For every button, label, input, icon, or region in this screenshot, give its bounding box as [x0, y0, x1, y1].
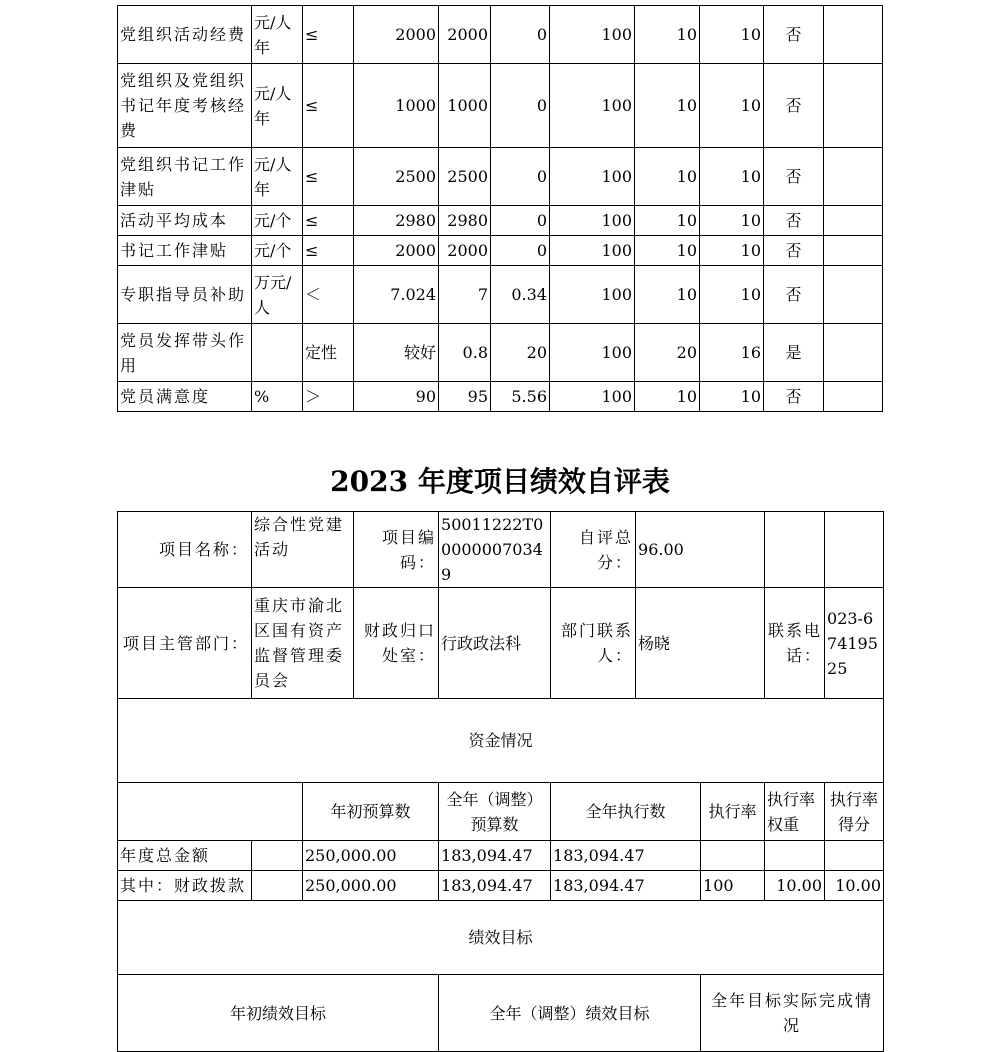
indicator-score: 10	[700, 6, 764, 64]
indicator-full-score: 100	[550, 324, 635, 382]
indicator-unit: 元/人年	[252, 148, 303, 206]
phone-label: 联系电话：	[765, 588, 825, 699]
funds-header-weight: 执行率权重	[765, 783, 825, 841]
indicator-row	[118, 206, 883, 236]
indicator-score: 10	[700, 236, 764, 266]
self-score-value: 96.00	[636, 512, 765, 588]
indicator-weight: 10	[635, 236, 700, 266]
indicator-weight: 10	[635, 266, 700, 324]
indicator-note	[824, 382, 883, 412]
indicator-name: 书记工作津贴	[118, 236, 252, 266]
indicator-name: 党组织活动经费	[118, 6, 252, 64]
funds-weight: 10.00	[765, 871, 825, 901]
indicator-score: 10	[700, 206, 764, 236]
indicator-name: 活动平均成本	[118, 206, 252, 236]
indicator-row	[118, 236, 883, 266]
indicator-note	[824, 6, 883, 64]
funds-row-total	[118, 841, 884, 871]
indicator-full-score: 100	[550, 206, 635, 236]
indicator-target: 2980	[354, 206, 439, 236]
indicator-deviation-flag: 否	[764, 266, 824, 324]
indicator-name: 党组织及党组织书记年度考核经费	[118, 64, 252, 148]
indicator-score: 10	[700, 266, 764, 324]
indicator-score: 16	[700, 324, 764, 382]
funds-score	[825, 841, 884, 871]
office-label: 财政归口处室：	[354, 588, 439, 699]
indicator-deviation-flag: 否	[764, 6, 824, 64]
contact-value: 杨晓	[636, 588, 765, 699]
funds-row-fiscal	[118, 871, 884, 901]
funds-initial: 250,000.00	[303, 841, 439, 871]
funds-weight	[765, 841, 825, 871]
indicator-full-score: 100	[550, 64, 635, 148]
indicator-note	[824, 236, 883, 266]
indicator-actual: 2000	[439, 236, 491, 266]
indicator-note	[824, 266, 883, 324]
indicator-full-score: 100	[550, 266, 635, 324]
project-info-row	[118, 512, 884, 588]
indicator-actual: 7	[439, 266, 491, 324]
indicator-unit: %	[252, 382, 303, 412]
funds-executed: 183,094.47	[551, 871, 701, 901]
indicator-deviation: 0	[491, 6, 550, 64]
office-value: 行政政法科	[439, 588, 551, 699]
indicator-unit: 万元/人	[252, 266, 303, 324]
indicator-deviation: 0	[491, 206, 550, 236]
goals-header-actual: 全年目标实际完成情况	[701, 975, 884, 1052]
indicator-full-score: 100	[550, 236, 635, 266]
indicator-score: 10	[700, 382, 764, 412]
indicator-unit: 元/个	[252, 236, 303, 266]
indicator-row	[118, 64, 883, 148]
indicator-deviation-flag: 否	[764, 64, 824, 148]
indicator-full-score: 100	[550, 6, 635, 64]
funds-header-executed: 全年执行数	[551, 783, 701, 841]
goals-section-heading: 绩效目标	[118, 901, 884, 975]
indicator-row	[118, 266, 883, 324]
contact-label: 部门联系人：	[551, 588, 636, 699]
page-title: 2023 年度项目绩效自评表	[330, 465, 670, 498]
goals-header-row	[118, 975, 884, 1052]
indicator-actual: 1000	[439, 64, 491, 148]
indicator-name: 专职指导员补助	[118, 266, 252, 324]
indicator-deviation-flag: 否	[764, 148, 824, 206]
indicator-operator: 定性	[303, 324, 354, 382]
indicator-weight: 10	[635, 64, 700, 148]
indicator-target: 1000	[354, 64, 439, 148]
indicator-operator: ＜	[303, 266, 354, 324]
goals-header-initial: 年初绩效目标	[118, 975, 439, 1052]
indicator-actual: 0.8	[439, 324, 491, 382]
indicator-deviation-flag: 否	[764, 382, 824, 412]
indicator-table	[117, 5, 883, 412]
indicator-operator: ≤	[303, 64, 354, 148]
indicator-note	[824, 324, 883, 382]
indicator-row	[118, 382, 883, 412]
indicator-weight: 10	[635, 148, 700, 206]
indicator-deviation: 0	[491, 64, 550, 148]
department-label: 项目主管部门：	[118, 588, 252, 699]
project-code-value: 50011222T000000070349	[439, 512, 551, 588]
indicator-unit: 元/人年	[252, 64, 303, 148]
department-row	[118, 588, 884, 699]
indicator-actual: 95	[439, 382, 491, 412]
indicator-deviation: 5.56	[491, 382, 550, 412]
goals-header-adjusted: 全年（调整）绩效目标	[439, 975, 701, 1052]
funds-header-rate: 执行率	[701, 783, 765, 841]
funds-executed: 183,094.47	[551, 841, 701, 871]
indicator-unit: 元/人年	[252, 6, 303, 64]
indicator-target: 2500	[354, 148, 439, 206]
project-code-label: 项目编码：	[354, 512, 439, 588]
indicator-name: 党组织书记工作津贴	[118, 148, 252, 206]
funds-header-row	[118, 783, 884, 841]
indicator-deviation-flag: 是	[764, 324, 824, 382]
indicator-actual: 2980	[439, 206, 491, 236]
indicator-score: 10	[700, 64, 764, 148]
indicator-full-score: 100	[550, 148, 635, 206]
funds-row-label: 年度总金额	[118, 841, 252, 871]
indicator-score: 10	[700, 148, 764, 206]
indicator-row	[118, 324, 883, 382]
indicator-weight: 10	[635, 206, 700, 236]
indicator-deviation-flag: 否	[764, 236, 824, 266]
indicator-row	[118, 148, 883, 206]
indicator-deviation: 0	[491, 148, 550, 206]
indicator-name: 党员满意度	[118, 382, 252, 412]
funds-header-score: 执行率得分	[825, 783, 884, 841]
funds-initial: 250,000.00	[303, 871, 439, 901]
project-name-value: 综合性党建活动	[252, 512, 354, 588]
indicator-weight: 10	[635, 382, 700, 412]
indicator-target: 90	[354, 382, 439, 412]
indicator-deviation: 0	[491, 236, 550, 266]
indicator-unit: 元/个	[252, 206, 303, 236]
funds-score: 10.00	[825, 871, 884, 901]
self-score-label: 自评总分：	[551, 512, 636, 588]
indicator-operator: ≤	[303, 236, 354, 266]
indicator-row	[118, 6, 883, 64]
indicator-target: 2000	[354, 236, 439, 266]
funds-header-initial: 年初预算数	[303, 783, 439, 841]
indicator-note	[824, 206, 883, 236]
project-summary-table	[117, 511, 884, 1052]
indicator-deviation: 0.34	[491, 266, 550, 324]
indicator-unit	[252, 324, 303, 382]
indicator-note	[824, 148, 883, 206]
indicator-actual: 2500	[439, 148, 491, 206]
indicator-target: 较好	[354, 324, 439, 382]
phone-value: 023-67419525	[825, 588, 884, 699]
funds-header-adjusted: 全年（调整）预算数	[439, 783, 551, 841]
indicator-deviation-flag: 否	[764, 206, 824, 236]
project-name-label: 项目名称：	[118, 512, 252, 588]
funds-rate	[701, 841, 765, 871]
funds-adjusted: 183,094.47	[439, 841, 551, 871]
indicator-operator: ＞	[303, 382, 354, 412]
funds-adjusted: 183,094.47	[439, 871, 551, 901]
indicator-weight: 10	[635, 6, 700, 64]
department-value: 重庆市渝北区国有资产监督管理委员会	[252, 588, 354, 699]
indicator-name: 党员发挥带头作用	[118, 324, 252, 382]
goals-section-row	[118, 901, 884, 975]
funds-rate: 100	[701, 871, 765, 901]
indicator-weight: 20	[635, 324, 700, 382]
funds-section-heading: 资金情况	[118, 699, 884, 783]
indicator-target: 2000	[354, 6, 439, 64]
indicator-target: 7.024	[354, 266, 439, 324]
indicator-full-score: 100	[550, 382, 635, 412]
indicator-operator: ≤	[303, 148, 354, 206]
indicator-note	[824, 64, 883, 148]
indicator-deviation: 20	[491, 324, 550, 382]
indicator-operator: ≤	[303, 206, 354, 236]
funds-row-label: 其中：财政拨款	[118, 871, 252, 901]
indicator-operator: ≤	[303, 6, 354, 64]
indicator-actual: 2000	[439, 6, 491, 64]
funds-section-row	[118, 699, 884, 783]
